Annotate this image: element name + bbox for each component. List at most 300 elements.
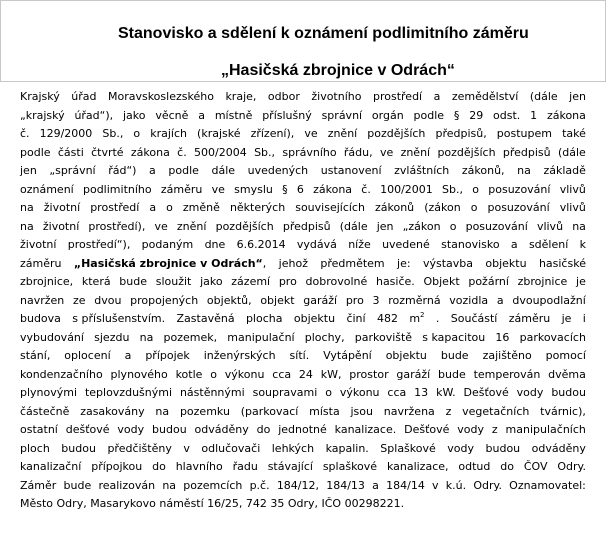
text-word: budou [61,441,96,455]
text-word: $m^2$ [409,311,425,325]
text-word: a [198,108,205,122]
text-word: (krajské [197,127,241,140]
text-word: 13 [414,386,429,399]
text-word: na [572,219,586,233]
text-word: 184/12, [276,478,320,492]
text-word: řádu, [343,145,373,159]
text-word: zákona [130,145,170,159]
text-line [20,88,586,107]
text-word: pozdějších [437,145,496,159]
text-word: lehkých [271,441,315,455]
text-word: Město Odry, Masarykovo náměstí 16/25, 742 35 Odry, IČO 00298221. [20,497,405,510]
text-word: jsou [350,404,373,418]
text-word: Vytápění [323,349,372,362]
text-word: předpisů, [435,127,487,140]
text-word: dvoupodlažní [512,293,586,307]
text-word: znění [400,145,431,159]
text-word: č. [361,182,371,196]
text-word: oznámení [20,182,74,196]
text-word: Sb., [254,145,276,159]
text-word: a [510,238,518,251]
text-word: odváděny [194,423,249,436]
text-word: předpisů [502,145,551,159]
text-word: sdělení [528,238,569,251]
text-word: Záměr [20,478,57,492]
text-word: rozměrná [388,293,441,307]
text-word: nástěnnými [179,386,245,399]
text-word: Krajský [20,90,60,103]
text-word: o [470,201,478,214]
text-word: parkoviště [354,330,413,344]
text-word: podlimitního [82,182,152,196]
text-word: (dále [557,145,586,159]
text-word: 482 [376,312,398,325]
text-word: životní [42,219,80,233]
text-word: stávající [267,460,313,473]
text-line [20,329,586,348]
text-word: ve [304,127,318,140]
text-word: 3 [372,293,380,307]
text-word: ostatní [20,423,58,436]
text-word: sloužit [155,275,192,288]
text-line [20,107,586,126]
text-word: předmětem [320,256,385,270]
text-word: záměru [160,182,203,196]
text-word: 129/2000 [39,127,93,140]
text-word: pozemek, [163,330,218,344]
text-word: řadu [232,460,258,473]
text-line [20,236,586,255]
text-word: inženýrských [203,349,276,362]
text-word: soupravami [252,386,318,399]
text-word: na [517,164,531,177]
text-word: hasičské [538,256,586,270]
text-word: orgán [371,108,404,122]
text-word: „Hasičská zbrojnice v Odrách“, [73,256,267,270]
header-frame-top-border [0,0,606,1]
text-word: 6 [296,182,304,196]
text-word: na [162,478,177,492]
text-word: ploch [20,441,50,455]
text-word: správního [282,145,337,159]
text-word: teplovzdušnými [84,386,173,399]
text-word: odbor [267,90,300,103]
text-word: podle [413,108,445,122]
text-line [20,199,586,218]
text-word: a [124,349,132,362]
text-word: souvisejících [295,201,365,214]
text-word: Odry. [473,478,502,492]
text-word: vybudování [20,330,84,344]
text-word: Moravskoslezského [107,90,214,103]
text-word: životní [20,238,57,251]
text-word: dvěma [548,367,586,381]
text-word: a [149,201,157,214]
text-word: jen [376,219,394,233]
text-word: vody [447,441,475,455]
text-word: budou [485,441,521,455]
text-word: odst. [493,108,521,122]
text-word: z [491,423,498,436]
text-word: zákona [546,108,586,122]
text-word: jen [20,164,37,177]
text-word: plochy, [304,330,345,344]
text-line [20,495,586,514]
text-word: ustanovení [320,164,382,177]
text-word: 184/14 [386,478,425,492]
text-word: 100/2001 [380,182,433,196]
text-word: zvláštních [394,164,450,177]
text-line [20,162,586,181]
text-word: jen [569,90,586,103]
text-word: plynovými [20,386,78,399]
text-word: požární [468,275,509,288]
text-word: místa [309,404,340,418]
text-word: kanalizace. [334,423,397,436]
text-word: jehož [278,256,308,270]
text-word: činí [346,312,366,325]
text-word: dvou [94,293,122,307]
text-word: uvedených [247,164,309,177]
text-word: Sb., [442,182,464,196]
text-word: správní [321,108,363,122]
text-word: pozdějších [215,219,274,233]
text-word: vlivů [559,201,586,214]
text-word: bude [63,478,92,492]
text-word: postupem [496,127,552,140]
text-word: některých [229,201,286,214]
text-word: posuzování [465,219,528,233]
text-word: řád“) [108,164,137,177]
text-word: přípojkou [91,460,143,473]
text-word: odlučovači [201,441,261,455]
project-name-title: „Hasičská zbrojnice v Odrách“ [221,62,455,79]
text-word: 16 [495,330,510,344]
text-word: do [256,423,271,436]
text-word: garáží [396,367,431,381]
text-word: o [166,201,173,214]
text-word: výkonu [224,367,265,381]
text-word: zbrojnice [517,275,568,288]
text-word: odtud [458,460,491,473]
text-word: § [282,182,288,196]
text-word: manipulačních [505,423,586,436]
text-word: Sb., [102,127,124,140]
text-word: zákona [313,182,353,196]
text-word: znění [176,219,207,233]
text-word: příslušný [262,108,312,122]
text-word: čtvrté [91,145,124,159]
text-word: je [576,275,586,288]
text-word: výstavba [422,256,473,270]
text-word: prostředí [90,201,140,214]
text-word: hlavního [175,460,223,473]
text-word: změně [182,201,220,214]
text-word: o [472,182,479,196]
text-word: parkovacích [519,330,586,344]
text-word: dne [204,238,226,251]
text-line [20,255,586,274]
text-word: zajištěno [482,349,532,362]
text-word: do [500,460,514,473]
text-word: p.č. [249,478,270,492]
text-word: hasiče. [375,275,415,288]
text-word: jako [200,275,223,288]
text-word: na [20,201,34,214]
text-line [20,292,586,311]
text-word: dobrovolné [305,275,368,288]
text-word: zbrojnice, [20,275,74,288]
text-word: realizován [98,478,156,492]
text-word: navržena [383,404,435,418]
text-word: stanovisko [441,238,500,251]
text-word: § [453,108,460,122]
text-word: zasakovány [80,404,145,418]
text-word: dešťové [65,423,110,436]
text-word: na [155,404,170,418]
text-line [20,181,586,200]
text-word: posuzování [488,182,551,196]
text-word: a [149,164,156,177]
text-word: životní [43,201,81,214]
text-word: o [210,367,217,381]
text-word: 1 [530,108,538,122]
text-word: objektu [485,256,527,270]
text-word: vlivů [559,182,586,196]
text-word: 500/2004 [194,145,247,159]
text-word: vody [457,423,485,436]
text-word: Dešťové [463,386,509,399]
text-word: o [133,127,141,140]
text-word: předpisů [282,219,331,233]
text-line [20,421,586,440]
text-word: zákonů, [461,164,505,177]
text-word: podaným [141,238,194,251]
text-word: vozidla [449,293,489,307]
text-word: splaškové [322,460,378,473]
text-word: sjezdu [94,330,130,344]
text-word: bude [119,275,148,288]
text-word: „krajský [20,108,65,122]
text-line [20,477,586,496]
text-word: pozemcích [183,478,243,492]
text-word: podle [168,164,199,177]
text-word: ve [154,219,168,233]
text-word: životního [311,90,362,103]
text-word: manipulační [227,330,295,344]
text-word: vegetačních [462,404,530,418]
text-word: sítí. [289,349,310,362]
text-word: o [449,219,457,233]
text-line [20,366,586,385]
text-line [20,384,586,403]
text-word: ve [379,145,394,159]
text-word: zákonů [374,201,415,214]
text-word: pozemku [179,404,230,418]
text-word: na [20,219,34,233]
text-line [20,125,586,144]
text-word: níže [348,238,371,251]
text-word: budou [551,386,586,399]
text-word: prostředí), [88,219,146,233]
text-word: kondenzačního [20,367,103,381]
text-word: která [81,275,111,288]
text-word: kanalizace, [386,460,449,473]
text-word: k.ú. [445,478,467,492]
text-word: budova [20,312,61,325]
text-word: (dále [529,90,558,103]
text-word: plynového [110,367,168,381]
text-word: do [152,460,166,473]
text-word: vody [516,386,544,399]
text-word: dále [211,164,236,177]
text-word: Oznamovatel: [509,478,586,492]
text-word: z [445,404,452,418]
text-word: kanalizační [20,460,82,473]
text-word: pozdějších [367,127,426,140]
text-word: krajích [150,127,187,140]
text-word: částečně [20,404,70,418]
text-word: č. [20,127,30,140]
text-word: podle [20,145,51,159]
text-word: v [432,478,439,492]
text-word: záměru [20,256,62,270]
text-word: i [582,312,586,325]
text-word: na [139,330,154,344]
document-body [20,88,586,514]
text-word: „zákon [402,219,441,233]
text-word: objektů, [206,293,252,307]
text-word: . [435,312,440,325]
text-word: Součástí [450,312,498,325]
text-word: posuzování [487,201,550,214]
text-word: kW, [320,367,342,381]
text-word: části [57,145,84,159]
text-word: také [562,127,586,140]
text-word: vydává [296,238,337,251]
text-word: tvárnic), [540,404,586,418]
text-word: Zastavěná [176,312,235,325]
text-word: základě [543,164,586,177]
text-word: Splaškové [380,441,436,455]
text-word: úřad“), [74,108,114,122]
text-word: Objekt [423,275,460,288]
text-word: objektu [385,349,427,362]
text-word: ve [211,182,225,196]
text-word: výkonu [339,386,380,399]
text-word: cca [272,367,292,381]
text-word: znění [327,127,358,140]
text-word: temperován [473,367,541,381]
text-line [20,144,586,163]
text-word: plocha [245,312,283,325]
text-word: a [496,293,504,307]
text-word: odváděny [531,441,586,455]
text-line [20,218,586,237]
text-word: 24 [298,367,313,381]
text-word: jako [122,108,146,122]
text-word: k [579,238,586,251]
text-word: bude [438,367,466,381]
text-word: záměru [508,312,551,325]
text-word: úřad [71,90,97,103]
text-word: uvedené [382,238,430,251]
text-word: věcně [155,108,189,122]
text-word: přípojek [145,349,190,362]
text-word: č. [177,145,187,159]
text-line [20,458,586,477]
text-word: o [325,386,332,399]
text-word: budou [152,423,187,436]
text-word: s kapacitou [422,330,486,344]
text-word: předčištěny [107,441,172,455]
text-word: místně [214,108,253,122]
header-frame-left-border [0,0,1,82]
text-line [20,273,586,292]
text-word: s příslušenstvím. [72,312,166,325]
text-word: pomocí [545,349,586,362]
text-word: zemědělství [451,90,519,103]
text-word: bude [440,349,469,362]
text-word: garáží [303,293,338,307]
text-line [20,310,586,329]
text-word: kraje, [225,90,257,103]
text-word: 29 [469,108,484,122]
text-word: (dále [339,219,368,233]
text-word: je [561,312,572,325]
text-word: Dešťové [404,423,450,436]
text-word: kotle [175,367,203,381]
text-word: vlivů [536,219,564,233]
text-line [20,403,586,422]
document-title: Stanovisko a sdělení k oznámení podlimitního záměru [118,25,529,42]
text-word: v [183,441,190,455]
text-word: 184/13 [326,478,365,492]
text-word: zřízení), [250,127,295,140]
text-word: je: [397,256,411,270]
text-word: a [372,478,379,492]
text-word: (zákon [424,201,461,214]
text-word: smyslu [234,182,273,196]
text-word: ČOV [523,460,548,473]
text-word: prostor [349,367,389,381]
text-word: pro [278,275,297,288]
text-word: navržen [20,293,65,307]
text-word: cca [387,386,407,399]
text-word: ze [72,293,86,307]
text-word: a [433,90,441,103]
text-word: objektu [293,312,336,325]
text-word: stání, [20,349,51,362]
text-word: vody [117,423,145,436]
text-word: objekt [260,293,295,307]
text-word: kapalin. [325,441,369,455]
text-word: prostředí“), [67,238,131,251]
text-line [20,347,586,366]
text-word: prostředí [372,90,423,103]
text-word: pro [345,293,364,307]
text-word: „správní [49,164,96,177]
text-word: oplocení [64,349,111,362]
text-line [20,440,586,459]
text-word: (parkovací [240,404,299,418]
text-word: kW. [436,386,456,399]
text-word: propojených [130,293,199,307]
text-word: Odry. [557,460,586,473]
text-word: zázemí [231,275,271,288]
text-word: jednotné [278,423,327,436]
text-word: 6.6.2014 [236,238,286,251]
